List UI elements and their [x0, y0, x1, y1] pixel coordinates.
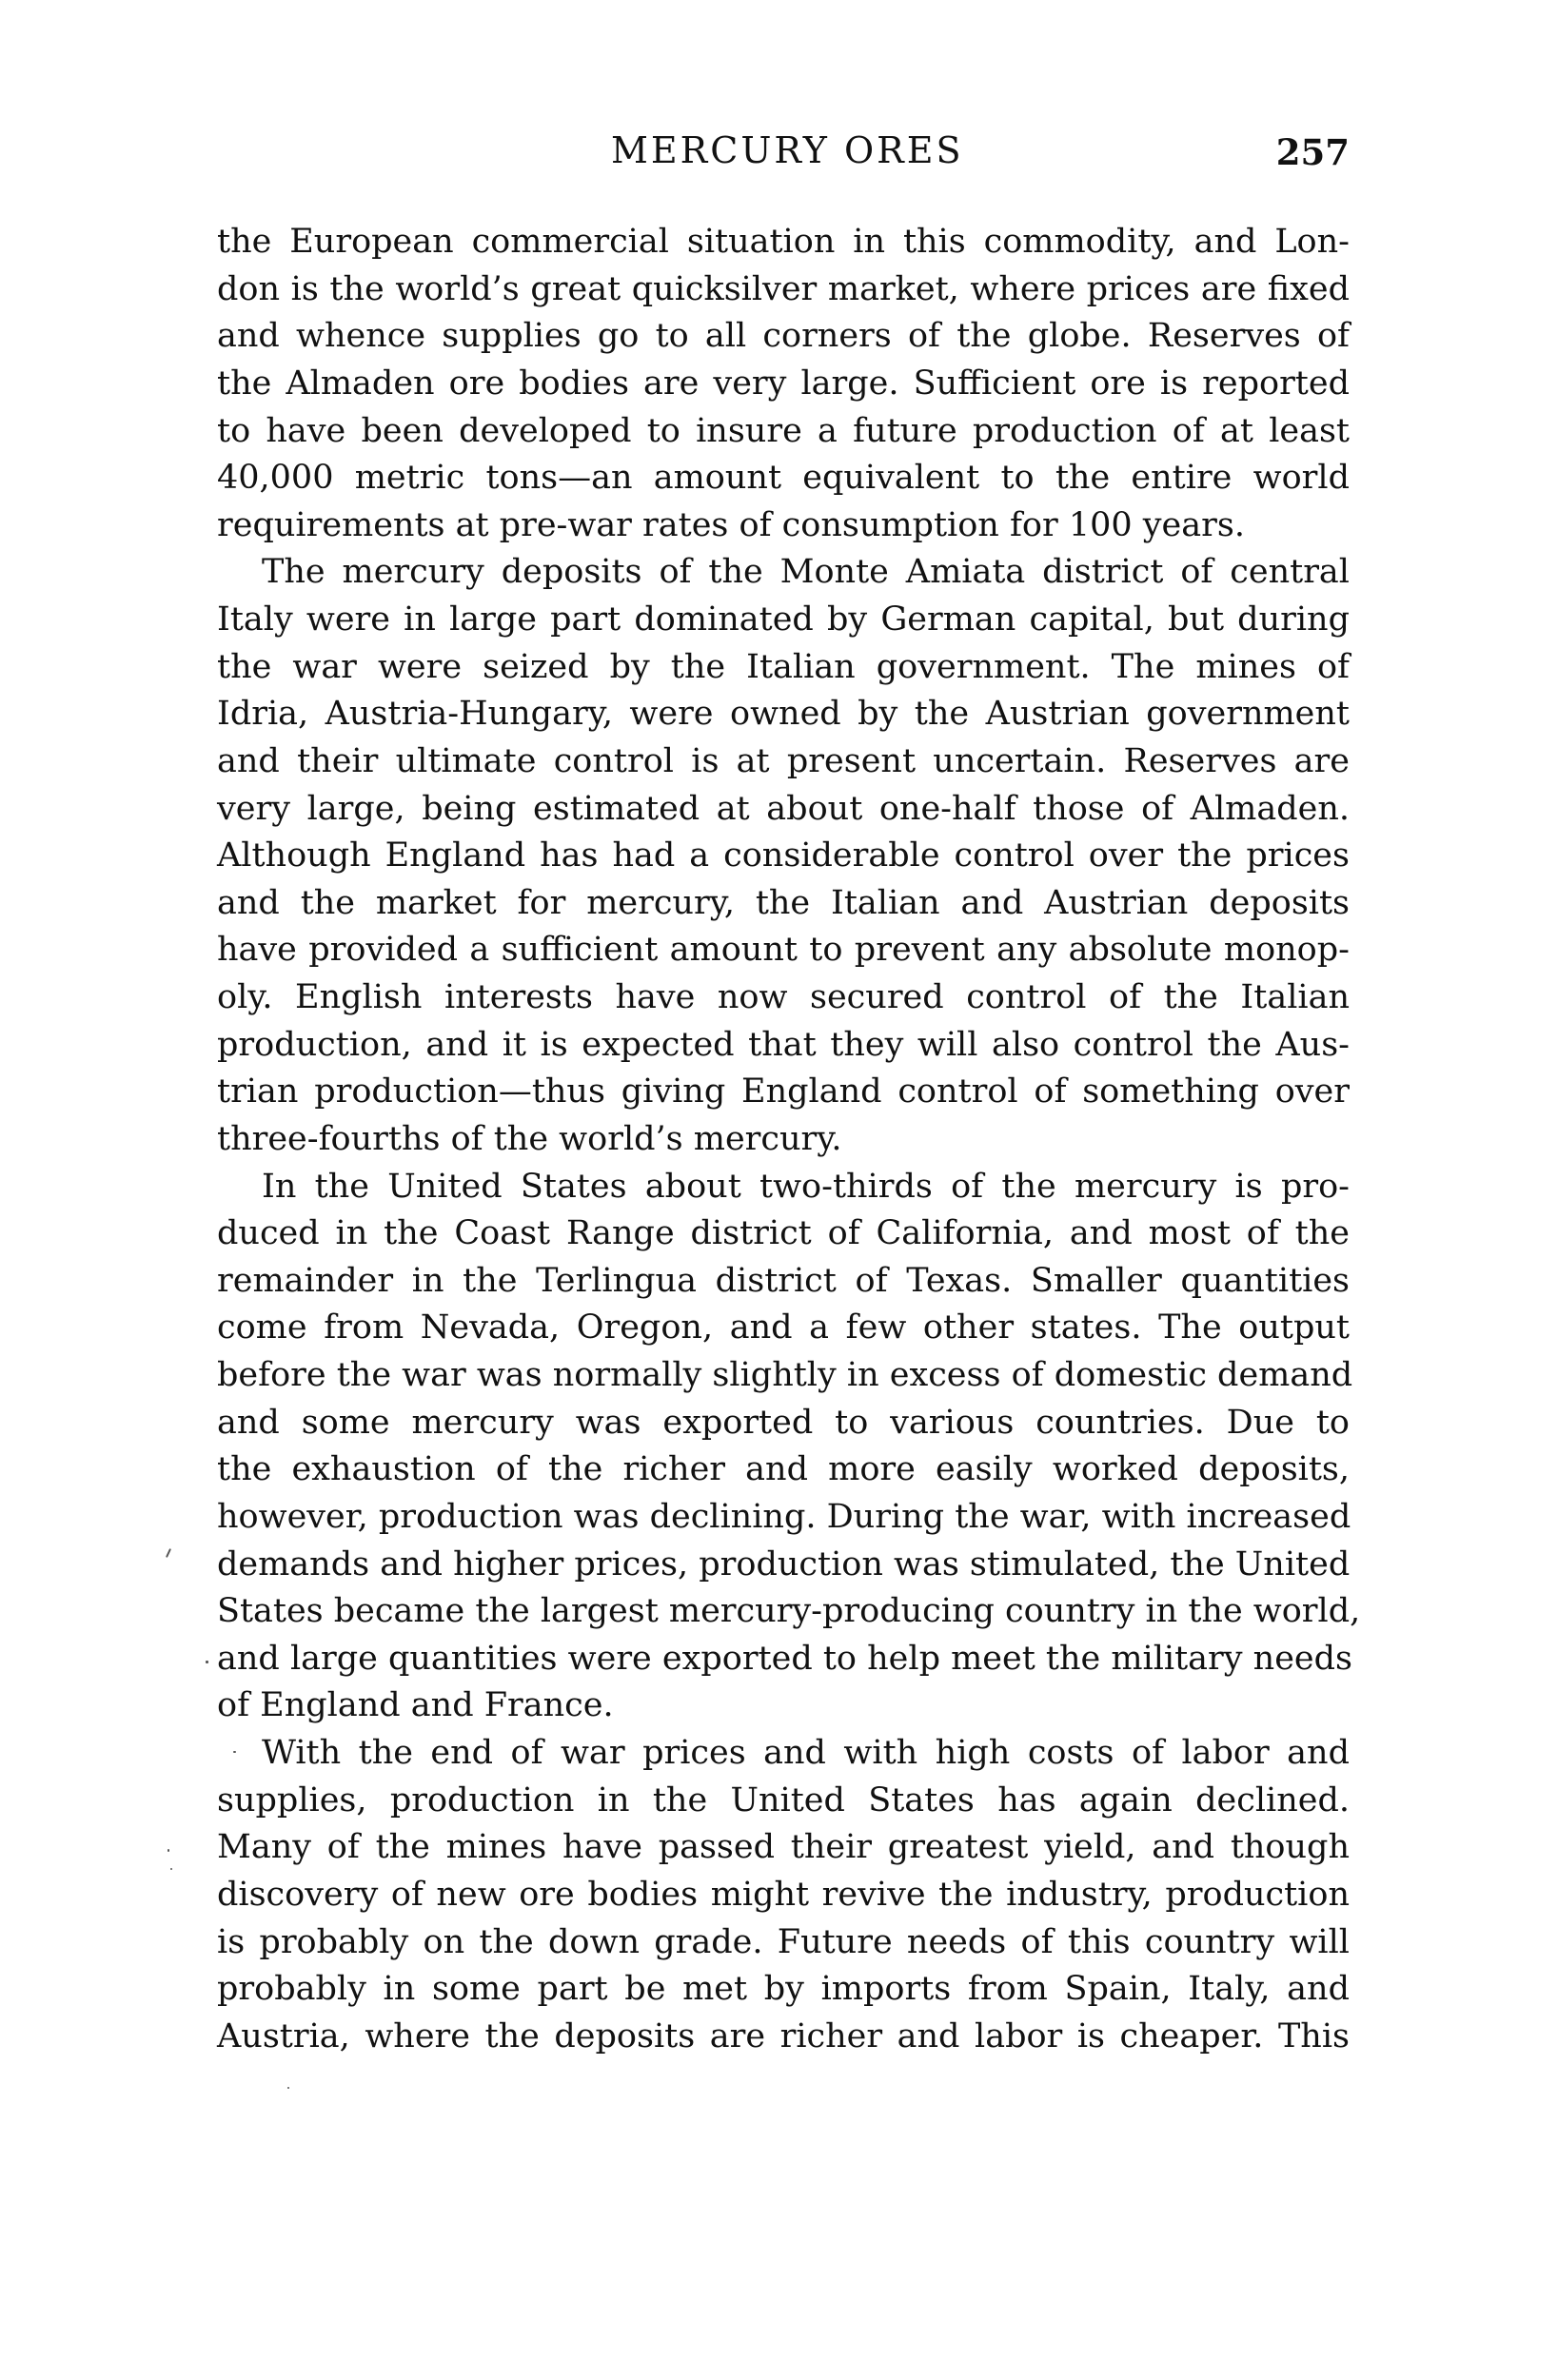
text-line: Although England has had a considerable control over the prices: [217, 836, 1350, 875]
text-line: don is the world’s great quicksilver market, where prices are fixed: [217, 269, 1350, 308]
text-line: Idria, Austria-Hungary, were owned by the Austrian government: [217, 695, 1350, 734]
text-line: In the United States about two-thirds of the mercury is pro-: [262, 1167, 1350, 1206]
text-line: probably in some part be met by imports from Spain, Italy, and: [217, 1970, 1350, 2009]
paragraph-1: [217, 219, 1350, 549]
text-line: the exhaustion of the richer and more easily worked deposits,: [217, 1450, 1350, 1489]
text-line: supplies, production in the United States has again declined.: [217, 1780, 1350, 1819]
text-line: very large, being estimated at about one-half those of Almaden.: [217, 789, 1350, 828]
text-line: requirements at pre-war rates of consumption for 100 years.: [217, 505, 1245, 544]
text-line: discovery of new ore bodies might revive the industry, production: [217, 1875, 1350, 1914]
scan-speck: [287, 2087, 289, 2089]
scan-speck: [233, 1751, 236, 1753]
text-line: production, and it is expected that they will also control the Aus-: [217, 1025, 1350, 1064]
text-line: and some mercury was exported to various countries. Due to: [217, 1403, 1350, 1442]
text-line: The mercury deposits of the Monte Amiata district of central: [262, 553, 1350, 592]
paragraph-3: [217, 1164, 1361, 1731]
text-line: With the end of war prices and with high costs of labor and: [262, 1734, 1350, 1772]
text-line: duced in the Coast Range district of California, and most of the: [217, 1214, 1350, 1253]
scan-speck: [168, 1849, 169, 1852]
text-line: of England and France.: [217, 1686, 614, 1725]
text-line: oly. English interests have now secured control of the Italian: [217, 978, 1350, 1016]
text-line: Austria, where the deposits are richer and labor is cheaper. This: [217, 2016, 1350, 2055]
text-line: and the market for mercury, the Italian and Austrian deposits: [217, 883, 1350, 922]
paragraph-2: [217, 549, 1350, 1163]
running-title: MERCURY ORES: [611, 129, 964, 171]
text-line: remainder in the Terlingua district of Texas. Smaller quantities: [217, 1261, 1350, 1300]
text-line: have provided a sufficient amount to prevent any absolute monop-: [217, 931, 1350, 970]
text-line: and whence supplies go to all corners of the globe. Reserves of: [217, 317, 1350, 356]
text-line: States became the largest mercury-producing country in the world,: [217, 1592, 1361, 1631]
text-line: demands and higher prices, production was stimulated, the United: [217, 1544, 1351, 1583]
text-line: come from Nevada, Oregon, and a few other states. The output: [217, 1308, 1350, 1347]
text-line: the Almaden ore bodies are very large. Sufficient ore is reported: [217, 364, 1350, 403]
text-line: three-fourths of the world’s mercury.: [217, 1119, 842, 1158]
text-line: Many of the mines have passed their greatest yield, and though: [217, 1828, 1350, 1867]
text-line: 40,000 metric tons—an amount equivalent to the entire world: [217, 459, 1350, 498]
body-text: [217, 219, 1361, 2060]
text-line: however, production was declining. During the war, with increased: [217, 1497, 1351, 1536]
text-line: before the war was normally slightly in excess of domestic demand: [217, 1356, 1353, 1394]
paragraph-4: [217, 1730, 1350, 2060]
text-line: Italy were in large part dominated by German capital, but during: [217, 600, 1350, 639]
text-line: to have been developed to insure a future production of at least: [217, 411, 1350, 450]
text-line: and their ultimate control is at present uncertain. Reserves are: [217, 741, 1350, 780]
running-head: [217, 129, 1350, 171]
text-line: the European commercial situation in this commodity, and Lon-: [217, 223, 1350, 261]
scan-speck: [170, 1868, 172, 1870]
text-line: the war were seized by the Italian government. The mines of: [217, 647, 1350, 686]
text-line: is probably on the down grade. Future needs of this country will: [217, 1922, 1350, 1961]
scan-speck: [206, 1661, 208, 1663]
text-line: trian production—thus giving England control of something over: [217, 1072, 1350, 1111]
scan-speck: [166, 1548, 171, 1558]
text-line: and large quantities were exported to help meet the military needs: [217, 1639, 1353, 1678]
page-number: 257: [1275, 131, 1350, 173]
